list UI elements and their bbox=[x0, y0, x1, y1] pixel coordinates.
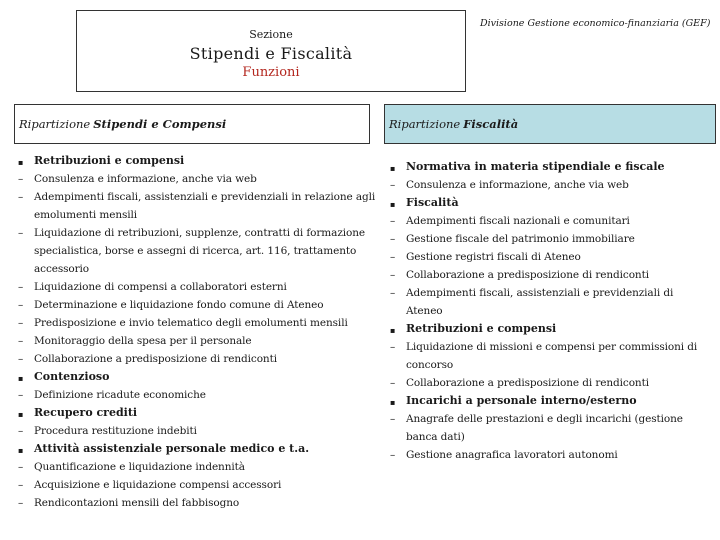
list-item-text: Attività assistenziale personale medico e t.a. bbox=[34, 442, 310, 455]
list-item bbox=[16, 170, 376, 188]
list-item-text: Liquidazione di missioni e compensi per commissioni di concorso bbox=[406, 341, 698, 371]
section-title: Stipendi e Fiscalità bbox=[189, 44, 353, 63]
fiscalita-functions-list bbox=[388, 158, 698, 464]
list-item bbox=[16, 188, 376, 224]
list-item-text: Determinazione e liquidazione fondo comune di Ateneo bbox=[34, 299, 324, 311]
dash-bullet-icon: – bbox=[390, 269, 396, 281]
dash-bullet-icon: – bbox=[390, 449, 396, 461]
ripartizione-prefix: Ripartizione bbox=[389, 117, 461, 131]
list-item bbox=[16, 476, 376, 494]
dash-bullet-icon: – bbox=[390, 251, 396, 263]
list-item bbox=[388, 284, 698, 320]
list-item bbox=[16, 278, 376, 296]
ripartizione-stipendi-box bbox=[14, 104, 370, 144]
list-item bbox=[16, 386, 376, 404]
section-label: Sezione bbox=[249, 28, 293, 41]
ripartizione-prefix: Ripartizione bbox=[19, 117, 91, 131]
dash-bullet-icon: – bbox=[390, 179, 396, 191]
division-label: Divisione Gestione economico-finanziaria (GEF) bbox=[480, 18, 711, 29]
list-item-text: Gestione anagrafica lavoratori autonomi bbox=[406, 449, 618, 461]
dash-bullet-icon: – bbox=[18, 191, 24, 203]
dash-bullet-icon: – bbox=[390, 413, 396, 425]
list-heading-item bbox=[16, 404, 376, 422]
list-heading-item bbox=[16, 368, 376, 386]
list-item-text: Acquisizione e liquidazione compensi accessori bbox=[34, 479, 282, 491]
list-item bbox=[388, 176, 698, 194]
square-bullet-icon: ▪ bbox=[18, 373, 24, 383]
ripartizione-name: Fiscalità bbox=[463, 117, 519, 131]
dash-bullet-icon: – bbox=[18, 353, 24, 365]
dash-bullet-icon: – bbox=[18, 227, 24, 239]
list-item-text: Consulenza e informazione, anche via web bbox=[34, 173, 257, 185]
list-item-text: Quantificazione e liquidazione indennità bbox=[34, 461, 245, 473]
list-item bbox=[16, 314, 376, 332]
list-item-text: Normativa in materia stipendiale e fiscale bbox=[406, 160, 665, 173]
square-bullet-icon: ▪ bbox=[390, 397, 396, 407]
list-item-text: Collaborazione a predisposizione di rendiconti bbox=[34, 353, 277, 365]
square-bullet-icon: ▪ bbox=[390, 325, 396, 335]
list-item-text: Recupero crediti bbox=[34, 406, 138, 419]
list-item-text: Fiscalità bbox=[406, 196, 459, 209]
functions-label: Funzioni bbox=[242, 65, 300, 80]
list-item-text: Definizione ricadute economiche bbox=[34, 389, 206, 401]
section-header-box bbox=[76, 10, 466, 92]
list-item bbox=[16, 422, 376, 440]
list-item bbox=[388, 230, 698, 248]
list-item bbox=[16, 332, 376, 350]
list-item bbox=[16, 458, 376, 476]
stipendi-functions-list bbox=[16, 152, 376, 512]
list-item-text: Retribuzioni e compensi bbox=[34, 154, 185, 167]
list-item bbox=[16, 350, 376, 368]
dash-bullet-icon: – bbox=[390, 341, 396, 353]
list-item bbox=[388, 374, 698, 392]
list-item-text: Consulenza e informazione, anche via web bbox=[406, 179, 629, 191]
square-bullet-icon: ▪ bbox=[18, 157, 24, 167]
dash-bullet-icon: – bbox=[18, 389, 24, 401]
square-bullet-icon: ▪ bbox=[18, 445, 24, 455]
dash-bullet-icon: – bbox=[18, 317, 24, 329]
list-item bbox=[16, 296, 376, 314]
dash-bullet-icon: – bbox=[390, 377, 396, 389]
list-item bbox=[388, 266, 698, 284]
list-heading-item bbox=[16, 440, 376, 458]
list-item bbox=[16, 494, 376, 512]
list-heading-item bbox=[388, 194, 698, 212]
list-item-text: Procedura restituzione indebiti bbox=[34, 425, 197, 437]
dash-bullet-icon: – bbox=[18, 425, 24, 437]
list-item-text: Anagrafe delle prestazioni e degli incarichi (gestione banca dati) bbox=[406, 413, 683, 443]
list-item-text: Liquidazione di retribuzioni, supplenze, contratti di formazione specialistica, borse e assegni di ricerca, art. 116, trattamento accessorio bbox=[34, 227, 366, 275]
list-item-text: Rendicontazioni mensili del fabbisogno bbox=[34, 497, 240, 509]
list-item bbox=[388, 212, 698, 230]
list-item-text: Monitoraggio della spesa per il personale bbox=[34, 335, 252, 347]
dash-bullet-icon: – bbox=[18, 335, 24, 347]
list-heading-item bbox=[388, 158, 698, 176]
list-item-text: Contenzioso bbox=[34, 370, 110, 383]
list-item-text: Collaborazione a predisposizione di rendiconti bbox=[406, 269, 649, 281]
list-item bbox=[388, 446, 698, 464]
dash-bullet-icon: – bbox=[18, 461, 24, 473]
square-bullet-icon: ▪ bbox=[390, 199, 396, 209]
list-item-text: Incarichi a personale interno/esterno bbox=[406, 394, 637, 407]
list-item-text: Adempimenti fiscali, assistenziali e previdenziali in relazione agli emolumenti mensili bbox=[34, 191, 376, 221]
dash-bullet-icon: – bbox=[390, 215, 396, 227]
list-heading-item bbox=[388, 320, 698, 338]
list-item-text: Gestione registri fiscali di Ateneo bbox=[406, 251, 581, 263]
ripartizione-name: Stipendi e Compensi bbox=[93, 117, 227, 131]
dash-bullet-icon: – bbox=[18, 497, 24, 509]
list-heading-item bbox=[16, 152, 376, 170]
list-item bbox=[388, 410, 698, 446]
list-item-text: Liquidazione di compensi a collaboratori esterni bbox=[34, 281, 287, 293]
list-item bbox=[388, 248, 698, 266]
dash-bullet-icon: – bbox=[18, 173, 24, 185]
square-bullet-icon: ▪ bbox=[390, 163, 396, 173]
ripartizione-fiscalita-box bbox=[384, 104, 716, 144]
list-heading-item bbox=[388, 392, 698, 410]
dash-bullet-icon: – bbox=[18, 479, 24, 491]
list-item-text: Collaborazione a predisposizione di rendiconti bbox=[406, 377, 649, 389]
list-item-text: Retribuzioni e compensi bbox=[406, 322, 557, 335]
list-item bbox=[16, 224, 376, 278]
square-bullet-icon: ▪ bbox=[18, 409, 24, 419]
list-item bbox=[388, 338, 698, 374]
dash-bullet-icon: – bbox=[390, 287, 396, 299]
list-item-text: Gestione fiscale del patrimonio immobiliare bbox=[406, 233, 635, 245]
list-item-text: Adempimenti fiscali, assistenziali e previdenziali di Ateneo bbox=[406, 287, 674, 317]
dash-bullet-icon: – bbox=[390, 233, 396, 245]
dash-bullet-icon: – bbox=[18, 299, 24, 311]
dash-bullet-icon: – bbox=[18, 281, 24, 293]
list-item-text: Adempimenti fiscali nazionali e comunitari bbox=[406, 215, 630, 227]
list-item-text: Predisposizione e invio telematico degli emolumenti mensili bbox=[34, 317, 348, 329]
